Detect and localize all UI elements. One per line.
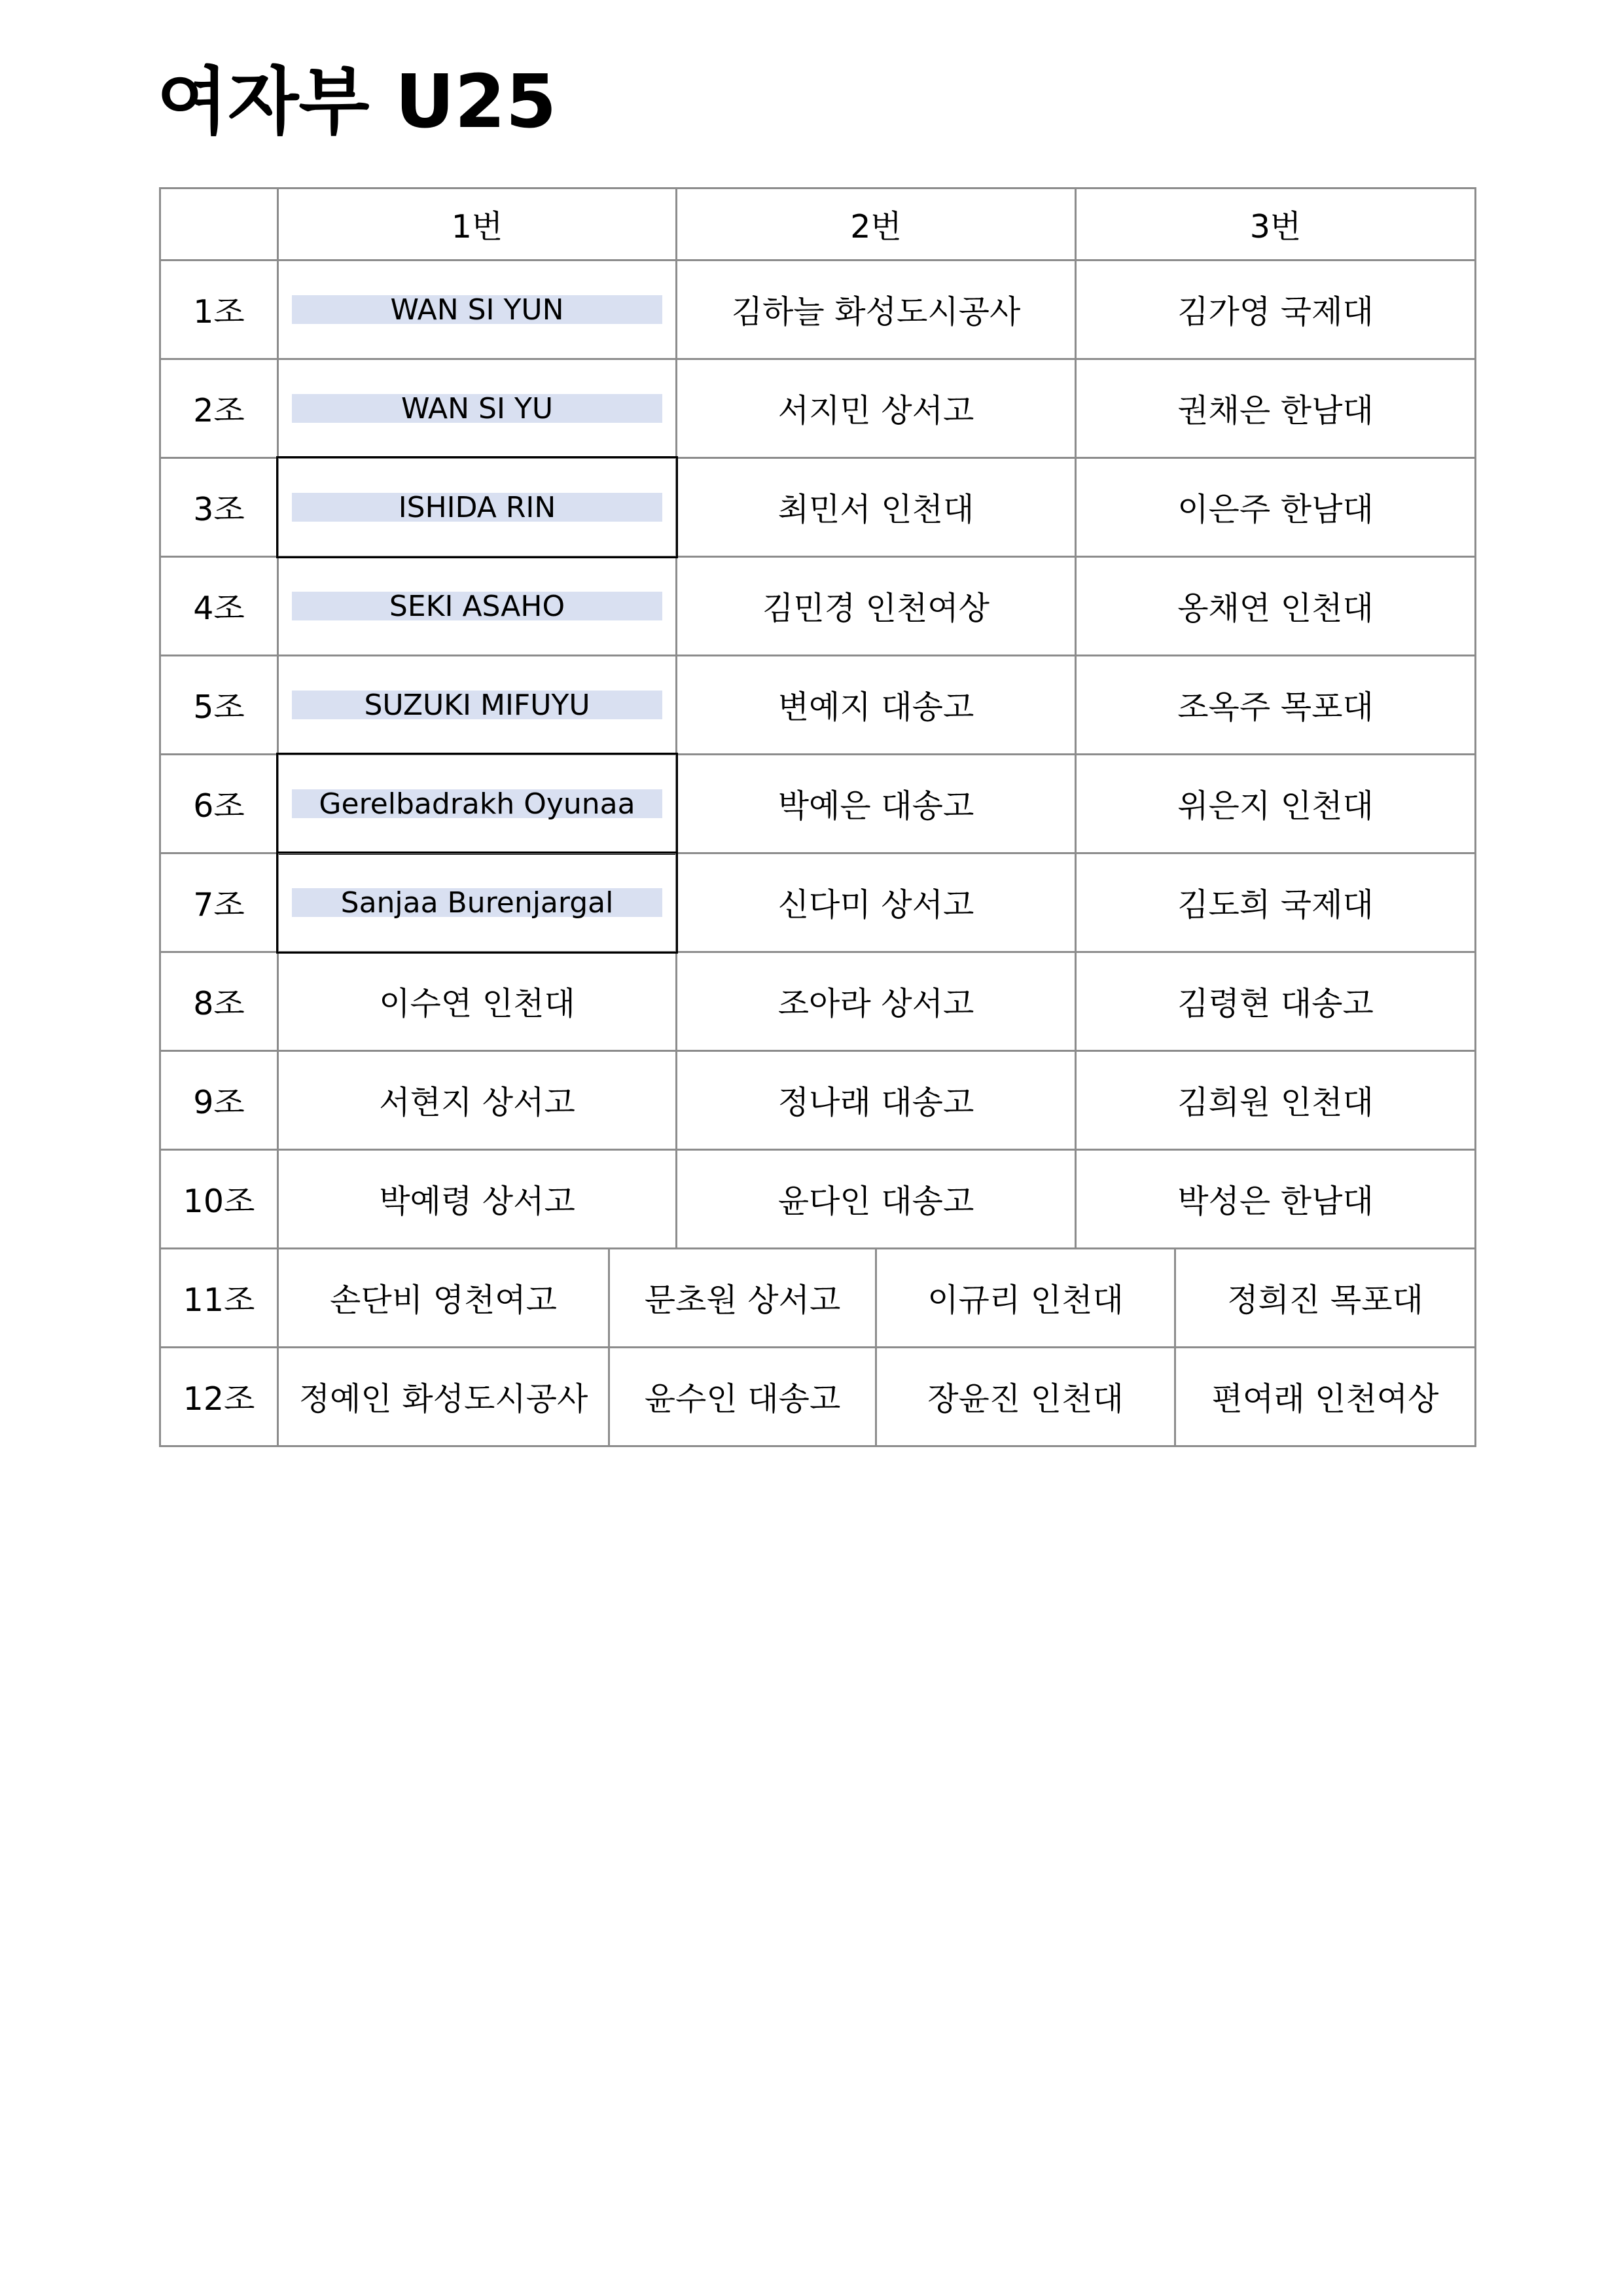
player-1-cell: [277, 951, 677, 1052]
player-1-name: 이수연 인천대: [379, 985, 575, 1022]
player-1-name: 서현지 상서고: [379, 1084, 575, 1121]
group-label: [159, 1149, 279, 1249]
player-1-name: WAN SI YUN: [292, 295, 662, 324]
group-label: [159, 1346, 279, 1447]
group-label-text: 5조: [193, 689, 245, 726]
player-2-cell: [675, 852, 1077, 953]
player-3-cell: [875, 1247, 1176, 1348]
player-1-cell: [277, 556, 677, 656]
group-label: [159, 951, 279, 1052]
player-2-cell-text: 문초원 상서고: [644, 1282, 841, 1319]
player-2-cell-text: 변예지 대송고: [777, 689, 974, 726]
player-3-cell-text: 장윤진 인천대: [927, 1380, 1124, 1418]
player-2-cell: [675, 457, 1077, 558]
player-3-cell-text: 김희원 인천대: [1177, 1084, 1374, 1121]
player-4-cell-text: 편여래 인천여상: [1211, 1380, 1439, 1418]
player-2-cell: [675, 1050, 1077, 1151]
player-1-cell: [277, 655, 677, 755]
group-label: [159, 556, 279, 656]
player-2-cell: [675, 358, 1077, 459]
group-label: [159, 1247, 279, 1348]
player-3-cell: [1075, 1050, 1476, 1151]
header-corner: [159, 187, 279, 261]
player-2-cell: [675, 556, 1077, 656]
player-1-cell: [277, 1346, 610, 1447]
player-2-cell-text: 김민경 인천여상: [762, 590, 990, 627]
player-3-cell: [1075, 457, 1476, 558]
player-2-cell-text: 서지민 상서고: [777, 392, 974, 429]
player-2-cell-text: 정나래 대송고: [777, 1084, 974, 1121]
player-2-cell-text: 윤수인 대송고: [644, 1380, 841, 1418]
player-1-name: SUZUKI MIFUYU: [292, 691, 662, 719]
group-label: [159, 259, 279, 360]
header-player-1-text: 1번: [451, 207, 503, 245]
player-4-cell-text: 정희진 목포대: [1227, 1282, 1423, 1319]
header-player-2: [675, 187, 1077, 261]
header-player-1: [277, 187, 677, 261]
player-2-cell: [608, 1247, 877, 1348]
player-1-cell: [277, 457, 677, 558]
player-2-cell: [675, 259, 1077, 360]
player-3-cell-text: 조옥주 목포대: [1177, 689, 1374, 726]
player-3-cell-text: 이은주 한남대: [1177, 491, 1374, 528]
player-3-cell: [1075, 655, 1476, 755]
player-4-cell: [1174, 1247, 1476, 1348]
player-3-cell-text: 박성은 한남대: [1177, 1183, 1374, 1220]
group-label-text: 11조: [183, 1282, 255, 1319]
group-label-text: 4조: [193, 590, 245, 627]
group-label-text: 9조: [193, 1084, 245, 1121]
player-2-cell: [675, 753, 1077, 854]
group-label-text: 6조: [193, 787, 245, 825]
player-2-cell: [675, 951, 1077, 1052]
player-3-cell: [1075, 852, 1476, 953]
group-label-text: 12조: [183, 1380, 255, 1418]
player-1-cell: [277, 259, 677, 360]
player-1-name: ISHIDA RIN: [292, 493, 662, 522]
player-1-cell: [277, 358, 677, 459]
group-label: [159, 655, 279, 755]
player-1-cell: [277, 852, 677, 953]
player-3-cell: [1075, 259, 1476, 360]
group-label-text: 1조: [193, 293, 245, 331]
player-3-cell: [1075, 753, 1476, 854]
player-2-cell: [675, 655, 1077, 755]
player-3-cell-text: 권채은 한남대: [1177, 392, 1374, 429]
group-label-text: 8조: [193, 985, 245, 1022]
player-3-cell-text: 이규리 인천대: [927, 1282, 1124, 1319]
page-title: 여자부 U25: [157, 60, 557, 145]
player-1-cell-text: 손단비 영천여고: [330, 1282, 557, 1319]
player-1-cell: [277, 1050, 677, 1151]
player-3-cell: [875, 1346, 1176, 1447]
player-3-cell-text: 옹채연 인천대: [1177, 590, 1374, 627]
player-3-cell-text: 김도희 국제대: [1177, 886, 1374, 924]
player-3-cell-text: 위은지 인천대: [1177, 787, 1374, 825]
group-label: [159, 753, 279, 854]
player-2-cell-text: 최민서 인천대: [777, 491, 974, 528]
player-2-cell-text: 조아라 상서고: [777, 985, 974, 1022]
group-label: [159, 1050, 279, 1151]
header-player-3: [1075, 187, 1476, 261]
group-label: [159, 358, 279, 459]
group-label-text: 2조: [193, 392, 245, 429]
player-2-cell-text: 신다미 상서고: [777, 886, 974, 924]
header-player-2-text: 2번: [850, 207, 902, 245]
player-1-name: Sanjaa Burenjargal: [292, 888, 662, 917]
player-1-cell: [277, 753, 677, 854]
player-1-name: Gerelbadrakh Oyunaa: [292, 789, 662, 818]
player-1-name: SEKI ASAHO: [292, 592, 662, 620]
player-4-cell: [1174, 1346, 1476, 1447]
player-3-cell: [1075, 556, 1476, 656]
player-3-cell: [1075, 1149, 1476, 1249]
player-2-cell-text: 김하늘 화성도시공사: [731, 293, 1021, 331]
player-1-cell: [277, 1149, 677, 1249]
group-label-text: 3조: [193, 491, 245, 528]
group-table: [159, 187, 1474, 1443]
player-3-cell: [1075, 951, 1476, 1052]
player-1-name: 박예령 상서고: [379, 1183, 575, 1220]
player-1-cell-text: 정예인 화성도시공사: [298, 1380, 588, 1418]
player-2-cell: [675, 1149, 1077, 1249]
player-1-name: WAN SI YU: [292, 394, 662, 423]
player-1-cell: [277, 1247, 610, 1348]
player-2-cell-text: 윤다인 대송고: [777, 1183, 974, 1220]
group-label-text: 10조: [183, 1183, 255, 1220]
player-3-cell-text: 김가영 국제대: [1177, 293, 1374, 331]
group-label: [159, 457, 279, 558]
header-player-3-text: 3번: [1249, 207, 1302, 245]
player-2-cell: [608, 1346, 877, 1447]
group-label: [159, 852, 279, 953]
player-2-cell-text: 박예은 대송고: [777, 787, 974, 825]
player-3-cell: [1075, 358, 1476, 459]
group-label-text: 7조: [193, 886, 245, 924]
player-3-cell-text: 김령현 대송고: [1177, 985, 1374, 1022]
